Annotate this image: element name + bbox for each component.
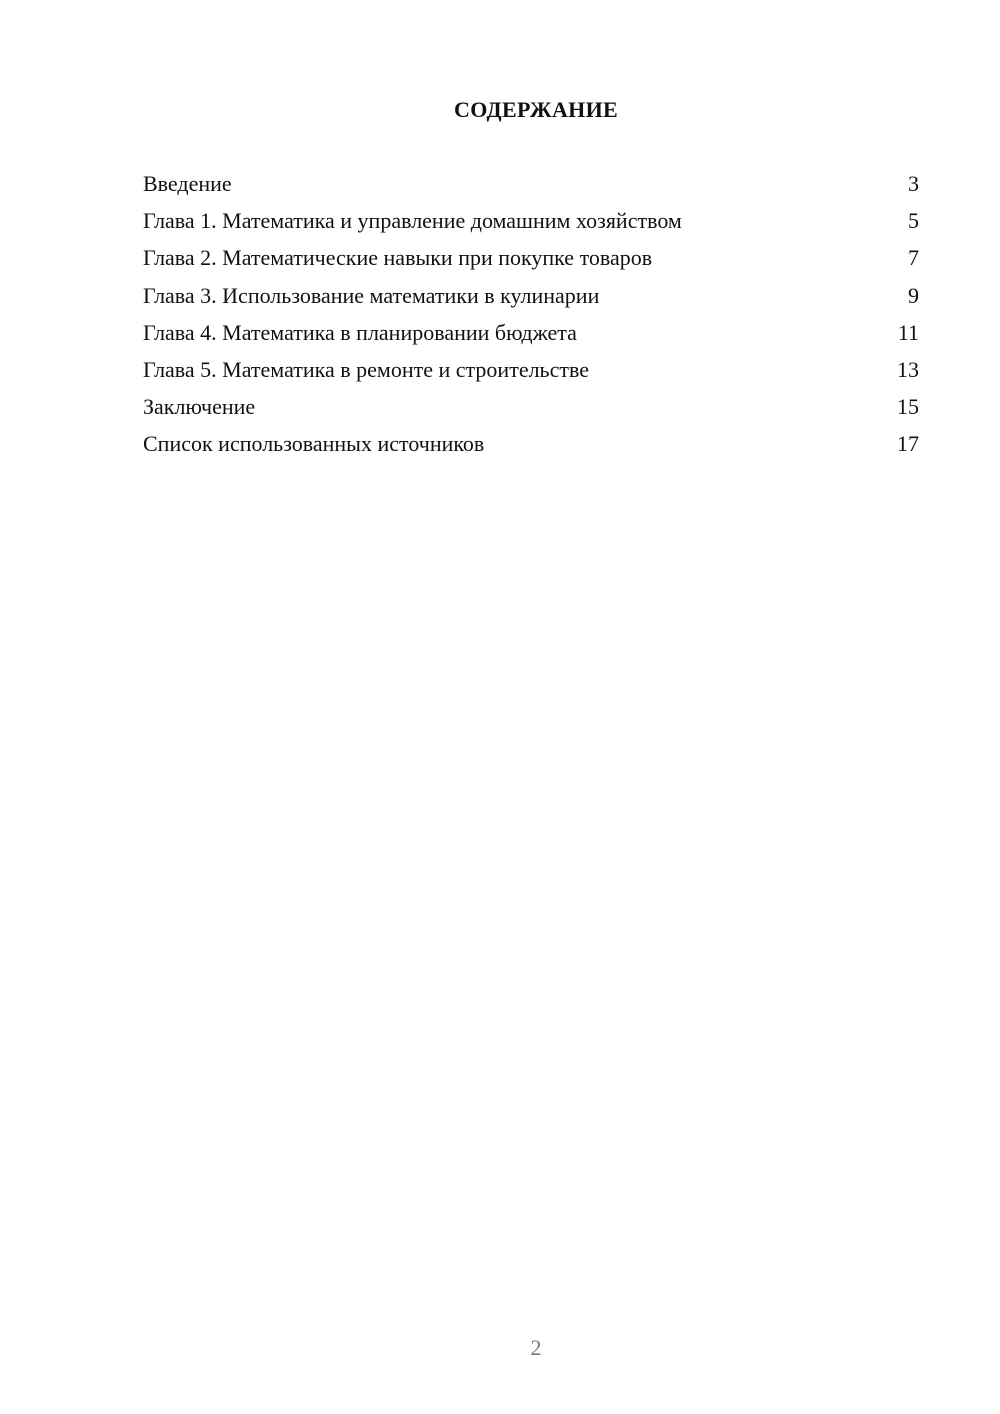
page-number: 2 bbox=[530, 1335, 542, 1360]
toc-entry-chapter-3 bbox=[143, 281, 919, 318]
toc-entry-page: 5 bbox=[908, 208, 919, 234]
title-container bbox=[436, 95, 636, 125]
toc-entry-page: 15 bbox=[897, 394, 919, 420]
toc-entry-label: Глава 1. Математика и управление домашним хозяйством bbox=[143, 208, 682, 234]
toc-entry-label: Глава 3. Использование математики в кулинарии bbox=[143, 282, 600, 308]
toc-entry-conclusion bbox=[143, 392, 919, 429]
toc-entry-page: 9 bbox=[908, 282, 919, 308]
toc-entry-introduction bbox=[143, 169, 919, 206]
toc-entry-label: Глава 4. Математика в планировании бюджета bbox=[143, 319, 577, 345]
toc-entry-label: Глава 5. Математика в ремонте и строительстве bbox=[143, 356, 589, 382]
toc-entry-page: 3 bbox=[908, 171, 919, 196]
toc-entry-page: 13 bbox=[897, 356, 919, 382]
toc-entry-label: Список использованных источников bbox=[143, 431, 485, 457]
table-of-contents bbox=[143, 169, 919, 467]
toc-entry-page: 17 bbox=[897, 431, 919, 457]
page-title: СОДЕРЖАНИЕ bbox=[454, 97, 618, 122]
toc-entry-chapter-4 bbox=[143, 318, 919, 355]
toc-entry-chapter-5 bbox=[143, 355, 919, 392]
toc-entry-references bbox=[143, 429, 919, 466]
toc-entry-label: Глава 2. Математические навыки при покупке товаров bbox=[143, 245, 653, 271]
toc-entry-page: 7 bbox=[908, 245, 919, 271]
toc-entry-page: 11 bbox=[897, 319, 919, 345]
toc-entry-chapter-2 bbox=[143, 243, 919, 280]
toc-entry-chapter-1 bbox=[143, 206, 919, 243]
toc-entry-label: Введение bbox=[143, 171, 232, 196]
toc-entry-label: Заключение bbox=[143, 394, 256, 420]
